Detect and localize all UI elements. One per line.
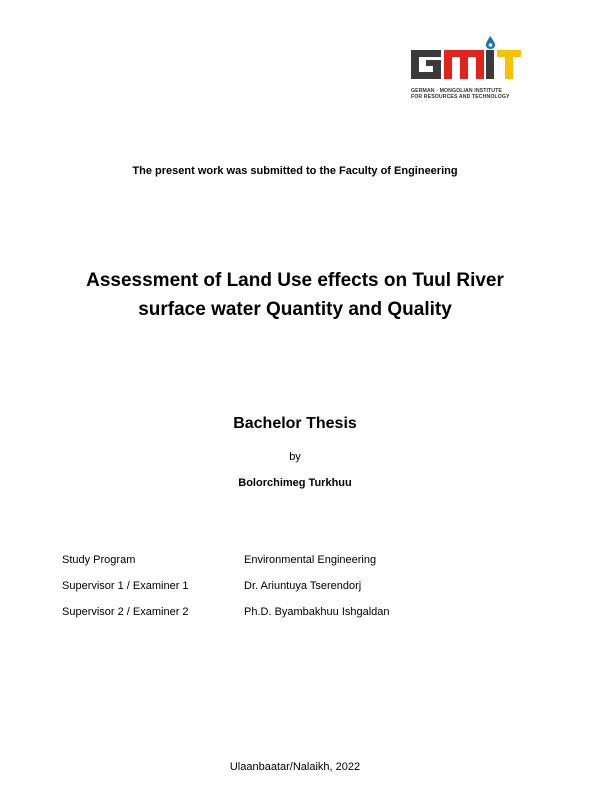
detail-value: Environmental Engineering bbox=[244, 554, 377, 566]
by-label: by bbox=[289, 451, 301, 463]
detail-value: Ph.D. Byambakhuu Ishgaldan bbox=[244, 606, 390, 618]
logo-caption bbox=[411, 88, 525, 100]
logo-caption-line-1: GERMAN - MONGOLIAN INSTITUTE bbox=[411, 88, 502, 94]
detail-row-supervisor-2 bbox=[62, 606, 542, 622]
submission-note: The present work was submitted to the Faculty of Engineering bbox=[132, 165, 458, 177]
detail-label: Supervisor 2 / Examiner 2 bbox=[62, 606, 189, 618]
logo-caption-line-2: FOR RESOURCES AND TECHNOLOGY bbox=[411, 94, 510, 101]
thesis-title-line-1: Assessment of Land Use effects on Tuul River bbox=[86, 270, 504, 291]
thesis-title bbox=[40, 266, 550, 324]
detail-row-supervisor-1 bbox=[62, 580, 542, 596]
detail-value: Dr. Ariuntuya Tserendorj bbox=[244, 580, 362, 592]
place-and-date: Ulaanbaatar/Nalaikh, 2022 bbox=[229, 761, 361, 773]
thesis-title-line-2: surface water Quantity and Quality bbox=[138, 299, 452, 320]
author-name: Bolorchimeg Turkhuu bbox=[238, 477, 352, 489]
thesis-type: Bachelor Thesis bbox=[233, 415, 357, 432]
detail-label: Study Program bbox=[62, 554, 136, 566]
institute-logo bbox=[408, 36, 524, 108]
gmit-logo-mark bbox=[411, 36, 521, 86]
detail-label: Supervisor 1 / Examiner 1 bbox=[62, 580, 189, 592]
detail-row-study-program bbox=[62, 554, 542, 570]
